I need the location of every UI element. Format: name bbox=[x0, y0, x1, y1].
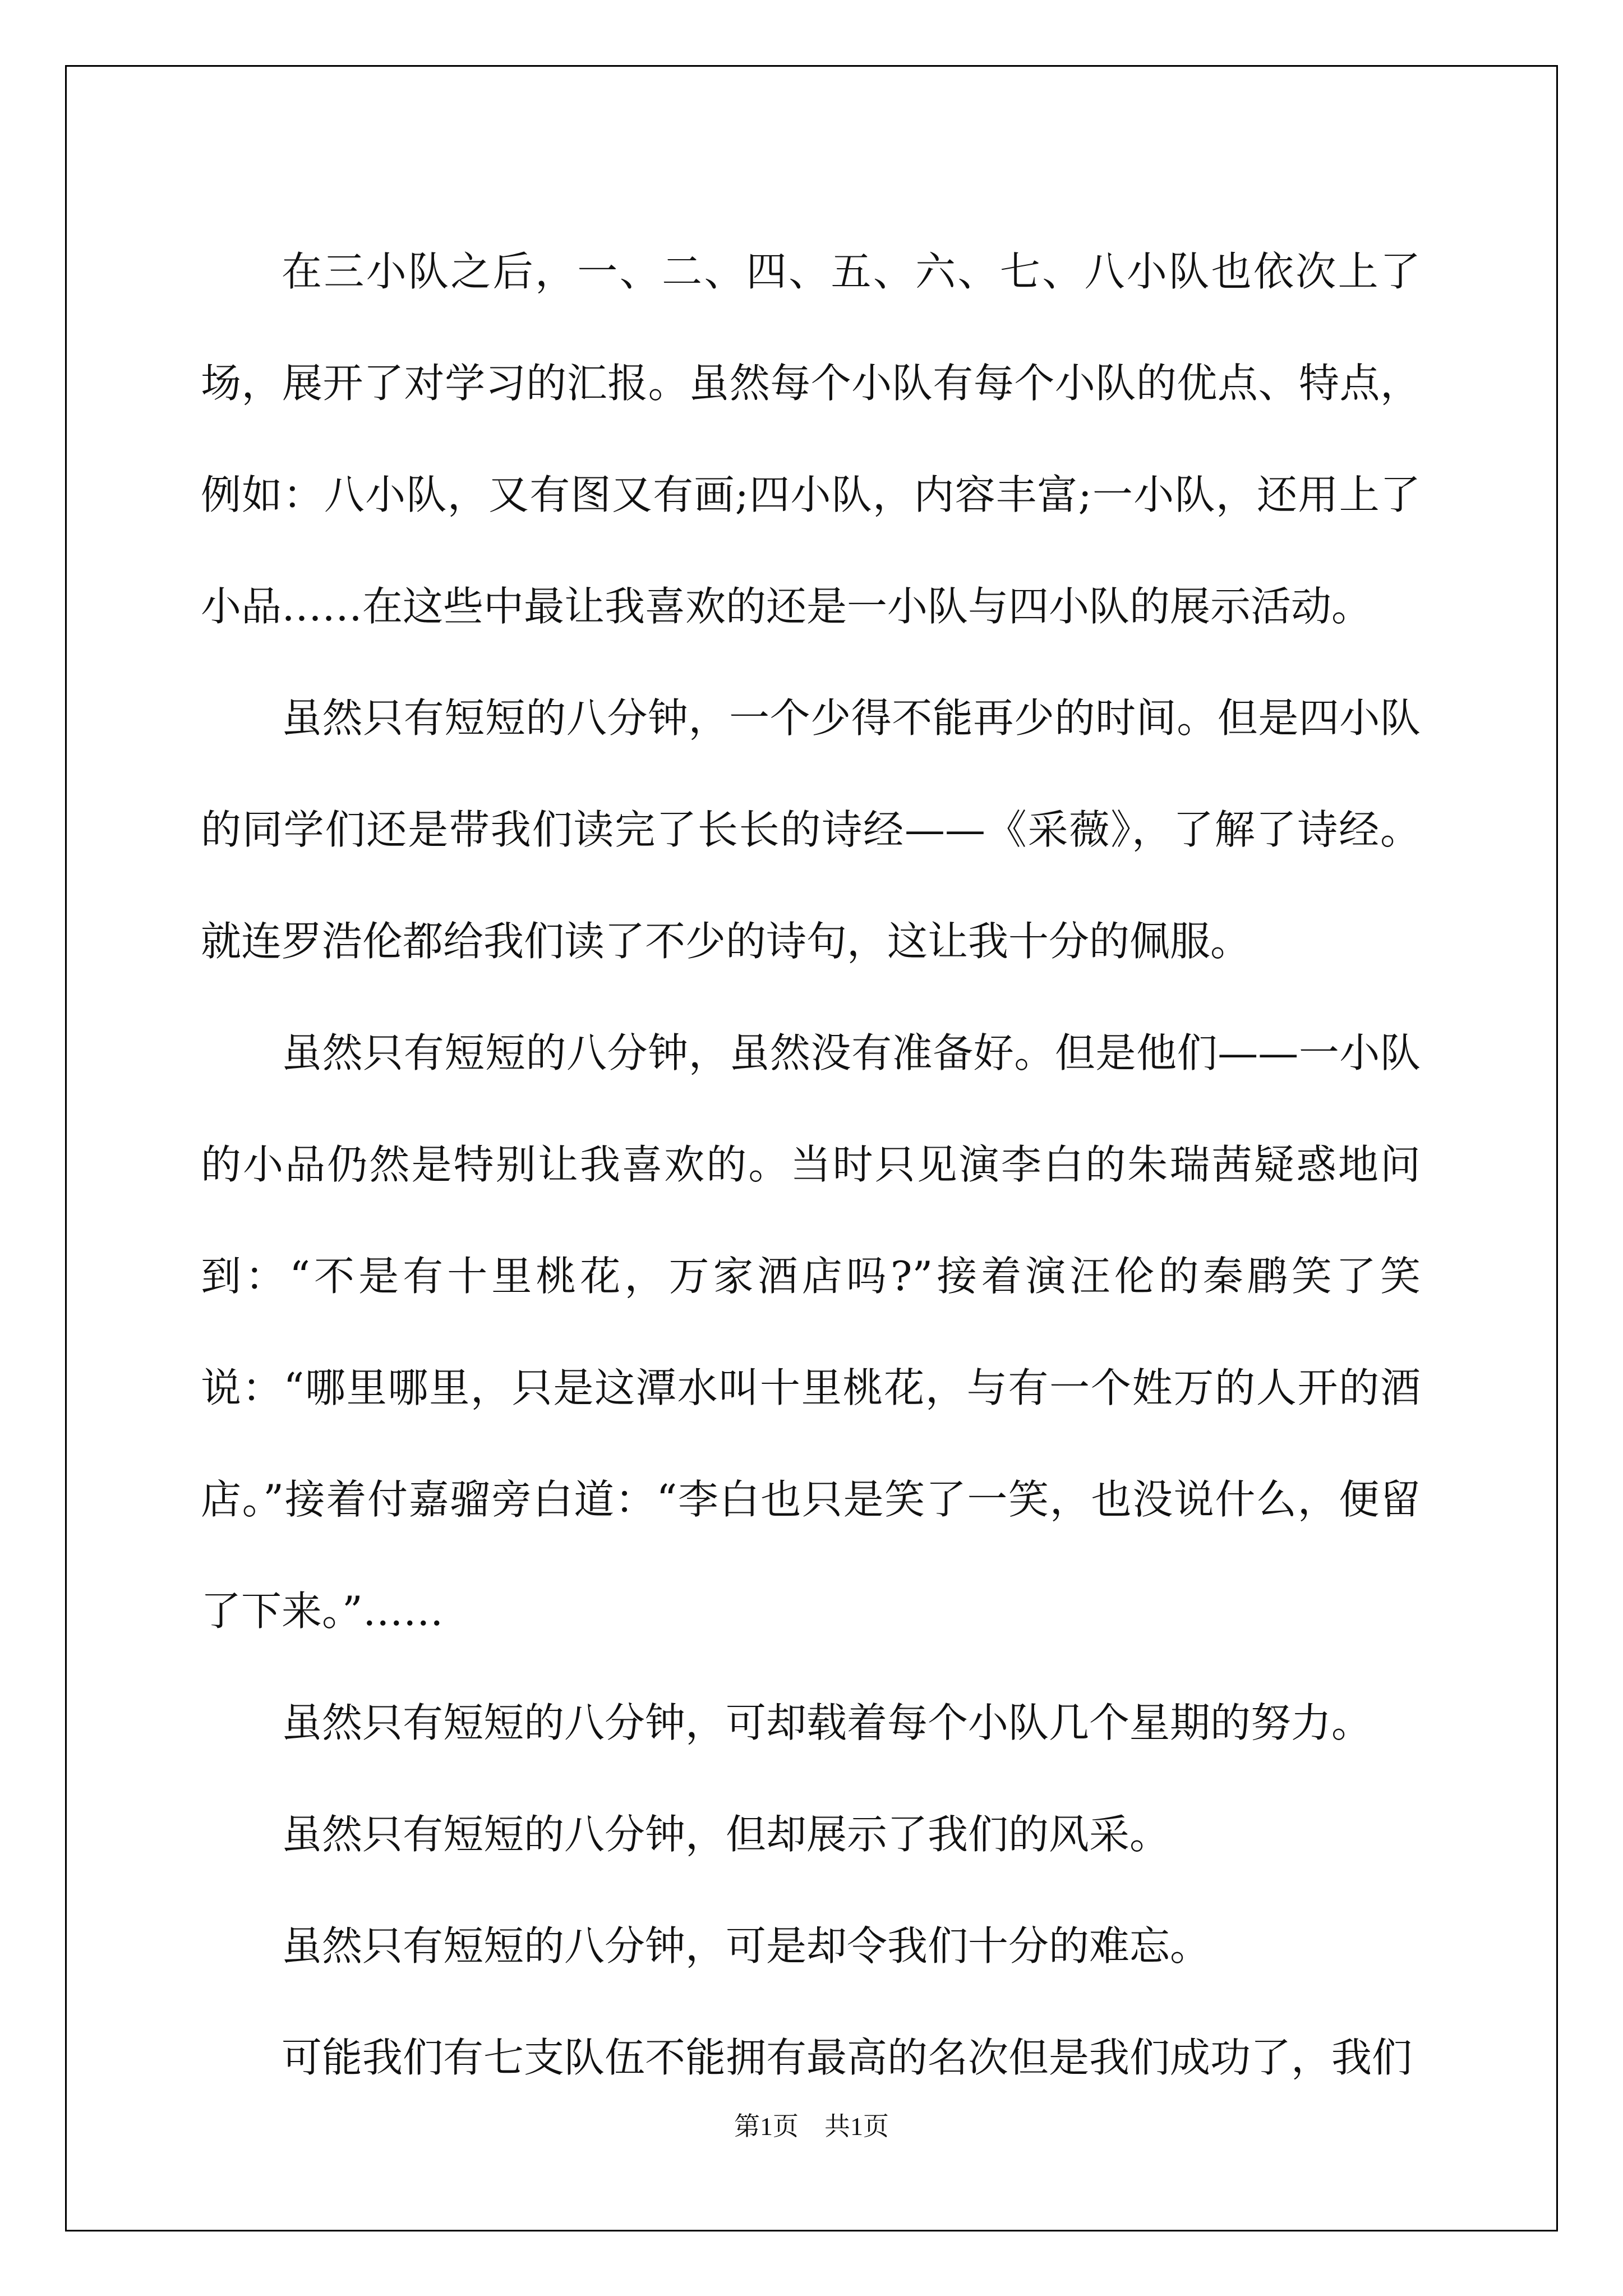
page-number-footer: 第1页 共1页 bbox=[734, 2112, 889, 2141]
paragraph: 虽然只有短短的八分钟，可却载着每个小队几个星期的努力。 bbox=[282, 1699, 1372, 1746]
paragraph: 虽然只有短短的八分钟，可是却令我们十分的难忘。 bbox=[282, 1922, 1211, 1970]
paragraph: 虽然只有短短的八分钟，但却展示了我们的风采。 bbox=[282, 1811, 1170, 1858]
paragraph: 在三小队之后，一、二、四、五、六、七、八小队也依次上了场，展开了对学习的汇报。虽然每个小队有每个小队的优点、特点，例如：八小队，又有图又有画;四小队，内容丰富;一小队，还用上了小品……在这些中最让我喜欢的还是一小队与四小队的展示活动。 bbox=[201, 248, 1421, 630]
paragraph: 虽然只有短短的八分钟，虽然没有准备好。但是他们——一小队的小品仍然是特别让我喜欢的。当时只见演李白的朱瑞茜疑惑地问到：“不是有十里桃花，万家酒店吗?”接着演汪伦的秦鹛笑了笑说：“哪里哪里，只是这潭水叫十里桃花，与有一个姓万的人开的酒店。”接着付嘉骝旁白道：“李白也只是笑了一笑，也没说什么，便留了下来。”…… bbox=[201, 1029, 1421, 1635]
paragraph: 虽然只有短短的八分钟，一个少得不能再少的时间。但是四小队的同学们还是带我们读完了长长的诗经——《采薇》，了解了诗经。就连罗浩伦都给我们读了不少的诗句，这让我十分的佩服。 bbox=[201, 694, 1421, 965]
paragraph: 可能我们有七支队伍不能拥有最高的名次但是我们成功了，我们 bbox=[282, 2034, 1413, 2081]
document-body bbox=[201, 216, 1421, 2114]
